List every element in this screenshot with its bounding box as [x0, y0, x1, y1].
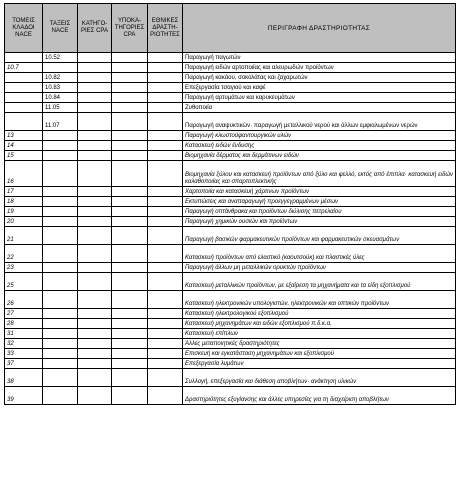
sector-code-cell: 38	[5, 369, 43, 387]
activity-description-cell: Επισκευή και εγκατάσταση μηχανημάτων και εξοπλισμού	[183, 349, 456, 359]
class-code-cell	[43, 63, 78, 73]
national-activity-cell	[148, 187, 183, 197]
national-activity-cell	[148, 387, 183, 405]
national-activity-cell	[148, 197, 183, 207]
table-row	[5, 113, 456, 131]
national-activity-cell	[148, 151, 183, 161]
table-row	[5, 131, 456, 141]
sector-code-cell	[5, 103, 43, 113]
national-activity-cell	[148, 73, 183, 83]
national-activity-cell	[148, 103, 183, 113]
table-row	[5, 161, 456, 187]
subcategory-cpa-cell	[112, 207, 148, 217]
national-activity-cell	[148, 319, 183, 329]
class-code-cell	[43, 217, 78, 227]
activity-description-cell: Δραστηριότητες εξυγίανσης και άλλες υπηρεσίες για τη διαχείριση αποβλήτων	[183, 387, 456, 405]
category-cpa-cell	[78, 309, 112, 319]
category-cpa-cell	[78, 329, 112, 339]
class-code-cell	[43, 187, 78, 197]
activity-description-cell: Κατασκευή επίπλων	[183, 329, 456, 339]
sector-code-cell: 25	[5, 273, 43, 291]
table-row	[5, 83, 456, 93]
activity-description-cell: Παραγωγή αρτυμάτων και καρυκευμάτων	[183, 93, 456, 103]
class-code-cell	[43, 161, 78, 187]
table-row	[5, 319, 456, 329]
activity-description-cell: Παραγωγή χημικών ουσιών και προϊόντων	[183, 217, 456, 227]
category-cpa-cell	[78, 291, 112, 309]
class-code-cell	[43, 197, 78, 207]
national-activity-cell	[148, 339, 183, 349]
activity-description-cell: Παραγωγή οπτάνθρακα και προϊόντων διύλισης πετρελαίου	[183, 207, 456, 217]
table-row	[5, 63, 456, 73]
sector-code-cell: 32	[5, 339, 43, 349]
sector-code-cell: 27	[5, 309, 43, 319]
sector-code-cell: 14	[5, 141, 43, 151]
activity-description-cell: Συλλογή, επεξεργασία και διάθεση αποβλήτων· ανάκτηση υλικών	[183, 369, 456, 387]
header-class-nace: ΤΑΞΕΙΣ NACE	[43, 4, 78, 53]
class-code-cell	[43, 387, 78, 405]
national-activity-cell	[148, 93, 183, 103]
activity-description-cell: Επεξεργασία τσαγιού και καφέ	[183, 83, 456, 93]
class-code-cell	[43, 207, 78, 217]
subcategory-cpa-cell	[112, 53, 148, 63]
subcategory-cpa-cell	[112, 319, 148, 329]
subcategory-cpa-cell	[112, 245, 148, 263]
activity-table-document	[4, 3, 455, 405]
class-code-cell	[43, 329, 78, 339]
national-activity-cell	[148, 113, 183, 131]
category-cpa-cell	[78, 187, 112, 197]
table-row	[5, 245, 456, 263]
category-cpa-cell	[78, 141, 112, 151]
activity-description-cell: Παραγωγή βασικών φαρμακευτικών προϊόντων και φαρμακευτικών σκευασμάτων	[183, 227, 456, 245]
activity-description-cell: Χαρτοποιία και κατασκευή χάρτινων προϊόντων	[183, 187, 456, 197]
activity-description-cell: Παραγωγή αναψυκτικών· παραγωγή μεταλλικού νερού και άλλων εμφιαλωμένων νερών	[183, 113, 456, 131]
sector-code-cell	[5, 113, 43, 131]
sector-code-cell: 37	[5, 359, 43, 369]
subcategory-cpa-cell	[112, 73, 148, 83]
category-cpa-cell	[78, 151, 112, 161]
category-cpa-cell	[78, 161, 112, 187]
national-activity-cell	[148, 245, 183, 263]
class-code-cell	[43, 141, 78, 151]
class-code-cell	[43, 151, 78, 161]
class-code-cell	[43, 273, 78, 291]
class-code-cell	[43, 227, 78, 245]
sector-code-cell: 16	[5, 161, 43, 187]
category-cpa-cell	[78, 217, 112, 227]
national-activity-cell	[148, 161, 183, 187]
class-code-cell	[43, 263, 78, 273]
category-cpa-cell	[78, 263, 112, 273]
class-code-cell: 11.07	[43, 113, 78, 131]
category-cpa-cell	[78, 207, 112, 217]
class-code-cell: 10.83	[43, 83, 78, 93]
category-cpa-cell	[78, 63, 112, 73]
activity-description-cell: Κατασκευή προϊόντων από ελαστικό (καουτσούκ) και πλαστικές ύλες	[183, 245, 456, 263]
national-activity-cell	[148, 53, 183, 63]
category-cpa-cell	[78, 131, 112, 141]
subcategory-cpa-cell	[112, 349, 148, 359]
table-row	[5, 339, 456, 349]
sector-code-cell	[5, 73, 43, 83]
sector-code-cell: 21	[5, 227, 43, 245]
table-row	[5, 53, 456, 63]
category-cpa-cell	[78, 73, 112, 83]
national-activity-cell	[148, 207, 183, 217]
subcategory-cpa-cell	[112, 263, 148, 273]
table-row	[5, 273, 456, 291]
class-code-cell	[43, 291, 78, 309]
table-header	[5, 4, 456, 53]
category-cpa-cell	[78, 83, 112, 93]
subcategory-cpa-cell	[112, 369, 148, 387]
category-cpa-cell	[78, 359, 112, 369]
sector-code-cell: 28	[5, 319, 43, 329]
activity-description-cell: Παραγωγή κλωστοϋφαντουργικών υλών	[183, 131, 456, 141]
table-row	[5, 359, 456, 369]
sector-code-cell	[5, 83, 43, 93]
subcategory-cpa-cell	[112, 141, 148, 151]
subcategory-cpa-cell	[112, 103, 148, 113]
subcategory-cpa-cell	[112, 309, 148, 319]
table-row	[5, 329, 456, 339]
class-code-cell: 11.05	[43, 103, 78, 113]
sector-code-cell: 17	[5, 187, 43, 197]
subcategory-cpa-cell	[112, 329, 148, 339]
category-cpa-cell	[78, 113, 112, 131]
header-subcategory-cpa: ΥΠΟΚΑ-ΤΗΓΟΡΙΕΣ CPA	[112, 4, 148, 53]
national-activity-cell	[148, 83, 183, 93]
sector-code-cell: 10.7	[5, 63, 43, 73]
table-row	[5, 187, 456, 197]
subcategory-cpa-cell	[112, 359, 148, 369]
activity-description-cell: Εκτυπώσεις και αναπαραγωγή προεγγεγραμμένων μέσων	[183, 197, 456, 207]
activity-description-cell: Κατασκευή ειδών ένδυσης	[183, 141, 456, 151]
sector-code-cell: 20	[5, 217, 43, 227]
class-code-cell	[43, 309, 78, 319]
activity-table	[4, 3, 456, 405]
national-activity-cell	[148, 349, 183, 359]
sector-code-cell: 15	[5, 151, 43, 161]
category-cpa-cell	[78, 53, 112, 63]
table-row	[5, 387, 456, 405]
subcategory-cpa-cell	[112, 217, 148, 227]
activity-description-cell: Ζυθοποιία	[183, 103, 456, 113]
sector-code-cell: 22	[5, 245, 43, 263]
table-row	[5, 227, 456, 245]
header-national-activities: ΕΘΝΙΚΕΣ ΔΡΑΣΤΗ-ΡΙΟΤΗΤΕΣ	[148, 4, 183, 53]
table-row	[5, 73, 456, 83]
class-code-cell: 10.84	[43, 93, 78, 103]
category-cpa-cell	[78, 319, 112, 329]
class-code-cell	[43, 245, 78, 263]
national-activity-cell	[148, 263, 183, 273]
category-cpa-cell	[78, 273, 112, 291]
category-cpa-cell	[78, 227, 112, 245]
class-code-cell	[43, 359, 78, 369]
activity-description-cell: Κατασκευή μεταλλικών προϊόντων, με εξαίρεση τα μηχανήματα και τα είδη εξοπλισμού	[183, 273, 456, 291]
header-category-cpa: ΚΑΤΗΓΟ-ΡΙΕΣ CPA	[78, 4, 112, 53]
class-code-cell: 10.52	[43, 53, 78, 63]
class-code-cell	[43, 339, 78, 349]
subcategory-cpa-cell	[112, 227, 148, 245]
category-cpa-cell	[78, 349, 112, 359]
subcategory-cpa-cell	[112, 291, 148, 309]
category-cpa-cell	[78, 387, 112, 405]
table-row	[5, 103, 456, 113]
header-activity-description: ΠΕΡΙΓΡΑΦΗ ΔΡΑΣΤΗΡΙΟΤΗΤΑΣ	[183, 4, 456, 53]
sector-code-cell	[5, 53, 43, 63]
table-row	[5, 217, 456, 227]
national-activity-cell	[148, 141, 183, 151]
subcategory-cpa-cell	[112, 161, 148, 187]
category-cpa-cell	[78, 245, 112, 263]
table-row	[5, 151, 456, 161]
subcategory-cpa-cell	[112, 113, 148, 131]
national-activity-cell	[148, 227, 183, 245]
category-cpa-cell	[78, 103, 112, 113]
class-code-cell	[43, 349, 78, 359]
table-body	[5, 53, 456, 405]
category-cpa-cell	[78, 339, 112, 349]
activity-description-cell: Άλλες μεταποιητικές δραστηριότητες	[183, 339, 456, 349]
subcategory-cpa-cell	[112, 387, 148, 405]
sector-code-cell: 31	[5, 329, 43, 339]
national-activity-cell	[148, 291, 183, 309]
national-activity-cell	[148, 309, 183, 319]
national-activity-cell	[148, 217, 183, 227]
subcategory-cpa-cell	[112, 93, 148, 103]
subcategory-cpa-cell	[112, 339, 148, 349]
activity-description-cell: Κατασκευή μηχανημάτων και ειδών εξοπλισμού π.δ.κ.α.	[183, 319, 456, 329]
national-activity-cell	[148, 63, 183, 73]
subcategory-cpa-cell	[112, 187, 148, 197]
activity-description-cell: Παραγωγή ειδών αρτοποιίας και αλευρωδών προϊόντων	[183, 63, 456, 73]
sector-code-cell: 13	[5, 131, 43, 141]
activity-description-cell: Κατασκευή ηλεκτρονικών υπολογιστών, ηλεκτρονικών και οπτικών προϊόντων	[183, 291, 456, 309]
table-row	[5, 309, 456, 319]
table-row	[5, 207, 456, 217]
category-cpa-cell	[78, 369, 112, 387]
category-cpa-cell	[78, 93, 112, 103]
header-row	[5, 4, 456, 53]
subcategory-cpa-cell	[112, 131, 148, 141]
sector-code-cell: 39	[5, 387, 43, 405]
activity-description-cell: Κατασκευή ηλεκτρολογικού εξοπλισμού	[183, 309, 456, 319]
national-activity-cell	[148, 329, 183, 339]
national-activity-cell	[148, 131, 183, 141]
activity-description-cell: Παραγωγή παγωτών	[183, 53, 456, 63]
class-code-cell	[43, 131, 78, 141]
activity-description-cell: Παραγωγή κακάου, σοκολάτας και ζαχαρωτών	[183, 73, 456, 83]
subcategory-cpa-cell	[112, 197, 148, 207]
table-row	[5, 141, 456, 151]
sector-code-cell: 23	[5, 263, 43, 273]
table-row	[5, 291, 456, 309]
sector-code-cell: 26	[5, 291, 43, 309]
sector-code-cell: 19	[5, 207, 43, 217]
subcategory-cpa-cell	[112, 63, 148, 73]
subcategory-cpa-cell	[112, 273, 148, 291]
class-code-cell: 10.82	[43, 73, 78, 83]
activity-description-cell: Βιομηχανία ξύλου και κατασκευή προϊόντων από ξύλο και φελλό, εκτός από έπιπλα· κατασκευή ειδών καλαθοποιίας και σπαρτοπλεκτικής	[183, 161, 456, 187]
activity-description-cell: Επεξεργασία λυμάτων	[183, 359, 456, 369]
national-activity-cell	[148, 369, 183, 387]
table-row	[5, 263, 456, 273]
national-activity-cell	[148, 273, 183, 291]
table-row	[5, 369, 456, 387]
table-row	[5, 93, 456, 103]
class-code-cell	[43, 369, 78, 387]
sector-code-cell	[5, 93, 43, 103]
activity-description-cell: Βιομηχανία δέρματος και δερμάτινων ειδών	[183, 151, 456, 161]
class-code-cell	[43, 319, 78, 329]
table-row	[5, 197, 456, 207]
subcategory-cpa-cell	[112, 151, 148, 161]
table-row	[5, 349, 456, 359]
activity-description-cell: Παραγωγή άλλων μη μεταλλικών ορυκτών προϊόντων	[183, 263, 456, 273]
national-activity-cell	[148, 359, 183, 369]
category-cpa-cell	[78, 197, 112, 207]
sector-code-cell: 18	[5, 197, 43, 207]
subcategory-cpa-cell	[112, 83, 148, 93]
header-sector-nace: ΤΟΜΕΙΣ ΚΛΑΔΟΙ NACE	[5, 4, 43, 53]
sector-code-cell: 33	[5, 349, 43, 359]
